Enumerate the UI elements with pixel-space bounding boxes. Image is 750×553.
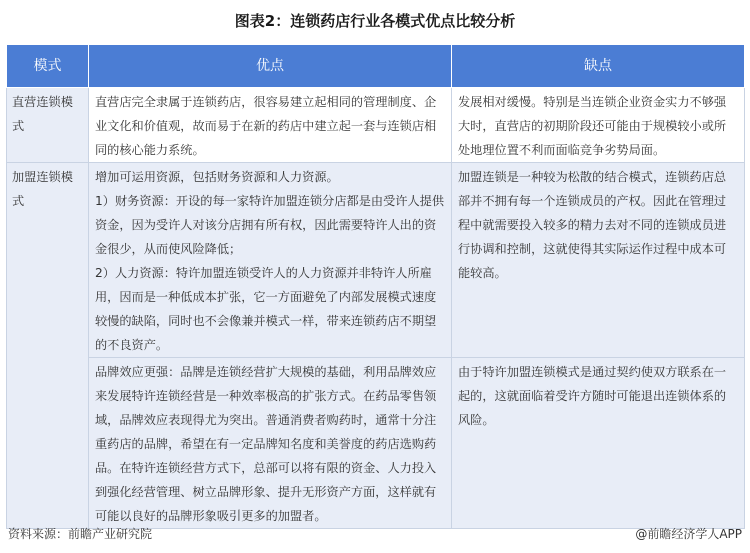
pros-text: 2）人力资源：特许加盟连锁受许人的人力资源并非特许人所雇用，因而是一种低成本扩张，它一方面避免了内部发展模式速度较慢的缺陷，同时也不会像兼并模式一样，带来连锁药店不期望的不良资产。	[95, 266, 437, 352]
figure-title: 图表2：连锁药店行业各模式优点比较分析	[234, 12, 516, 30]
table-header-row	[7, 45, 745, 88]
pros-text: 1）财务资源：开设的每一家特许加盟连锁分店都是由受许人提供资金，因为受许人对该分店拥有所有权，因此需要特许人出的资金很少，从而使风险降低；	[95, 194, 445, 256]
mode-cell: 直营连锁模式	[7, 88, 89, 163]
pros-text: 直营店完全隶属于连锁药店，很容易建立起相同的管理制度、企业文化和价值观，故而易于在新的药店中建立起一套与连锁店相同的核心能力系统。	[95, 95, 437, 157]
pros-cell	[89, 358, 452, 529]
table-row	[7, 88, 745, 163]
pros-text: 品牌效应更强：品牌是连锁经营扩大规模的基础，利用品牌效应来发展特许连锁经营是一种效率极高的扩张方式。在药品零售领域，品牌效应表现得尤为突出。普通消费者购药时，通常十分注重药店的品牌，希望在有一定品牌知名度和美誉度的药店选购药品。在特许连锁经营方式下，总部可以将有限的资金、人力投入到强化经营管理、树立品牌形象、提升无形资产方面，这样就有可能以良好的品牌形象吸引更多的加盟者。	[95, 365, 437, 523]
cons-cell: 由于特许加盟连锁模式是通过契约使双方联系在一起的，这就面临着受许方随时可能退出连锁体系的风险。	[452, 358, 745, 529]
table-row	[7, 358, 745, 529]
cons-cell: 加盟连锁是一种较为松散的结合模式，连锁药店总部并不拥有每一个连锁成员的产权。因此在管理过程中就需要投入较多的精力去对不同的连锁成员进行协调和控制，这就使得其实际运作过程中成本可能较高。	[452, 163, 745, 358]
source-note: 资料来源：前瞻产业研究院	[8, 527, 153, 541]
pros-text: 增加可运用资源，包括财务资源和人力资源。	[95, 170, 339, 184]
credit-note: @前瞻经济学人APP	[635, 527, 742, 541]
header-mode: 模式	[7, 45, 89, 88]
header-cons: 缺点	[452, 45, 745, 88]
pros-cell	[89, 163, 452, 358]
mode-cell: 加盟连锁模式	[7, 163, 89, 529]
header-pros: 优点	[89, 45, 452, 88]
cons-cell: 发展相对缓慢。特别是当连锁企业资金实力不够强大时，直营店的初期阶段还可能由于规模较小或所处地理位置不利而面临竞争劣势局面。	[452, 88, 745, 163]
comparison-table	[6, 44, 745, 529]
pros-cell	[89, 88, 452, 163]
table-row	[7, 163, 745, 358]
